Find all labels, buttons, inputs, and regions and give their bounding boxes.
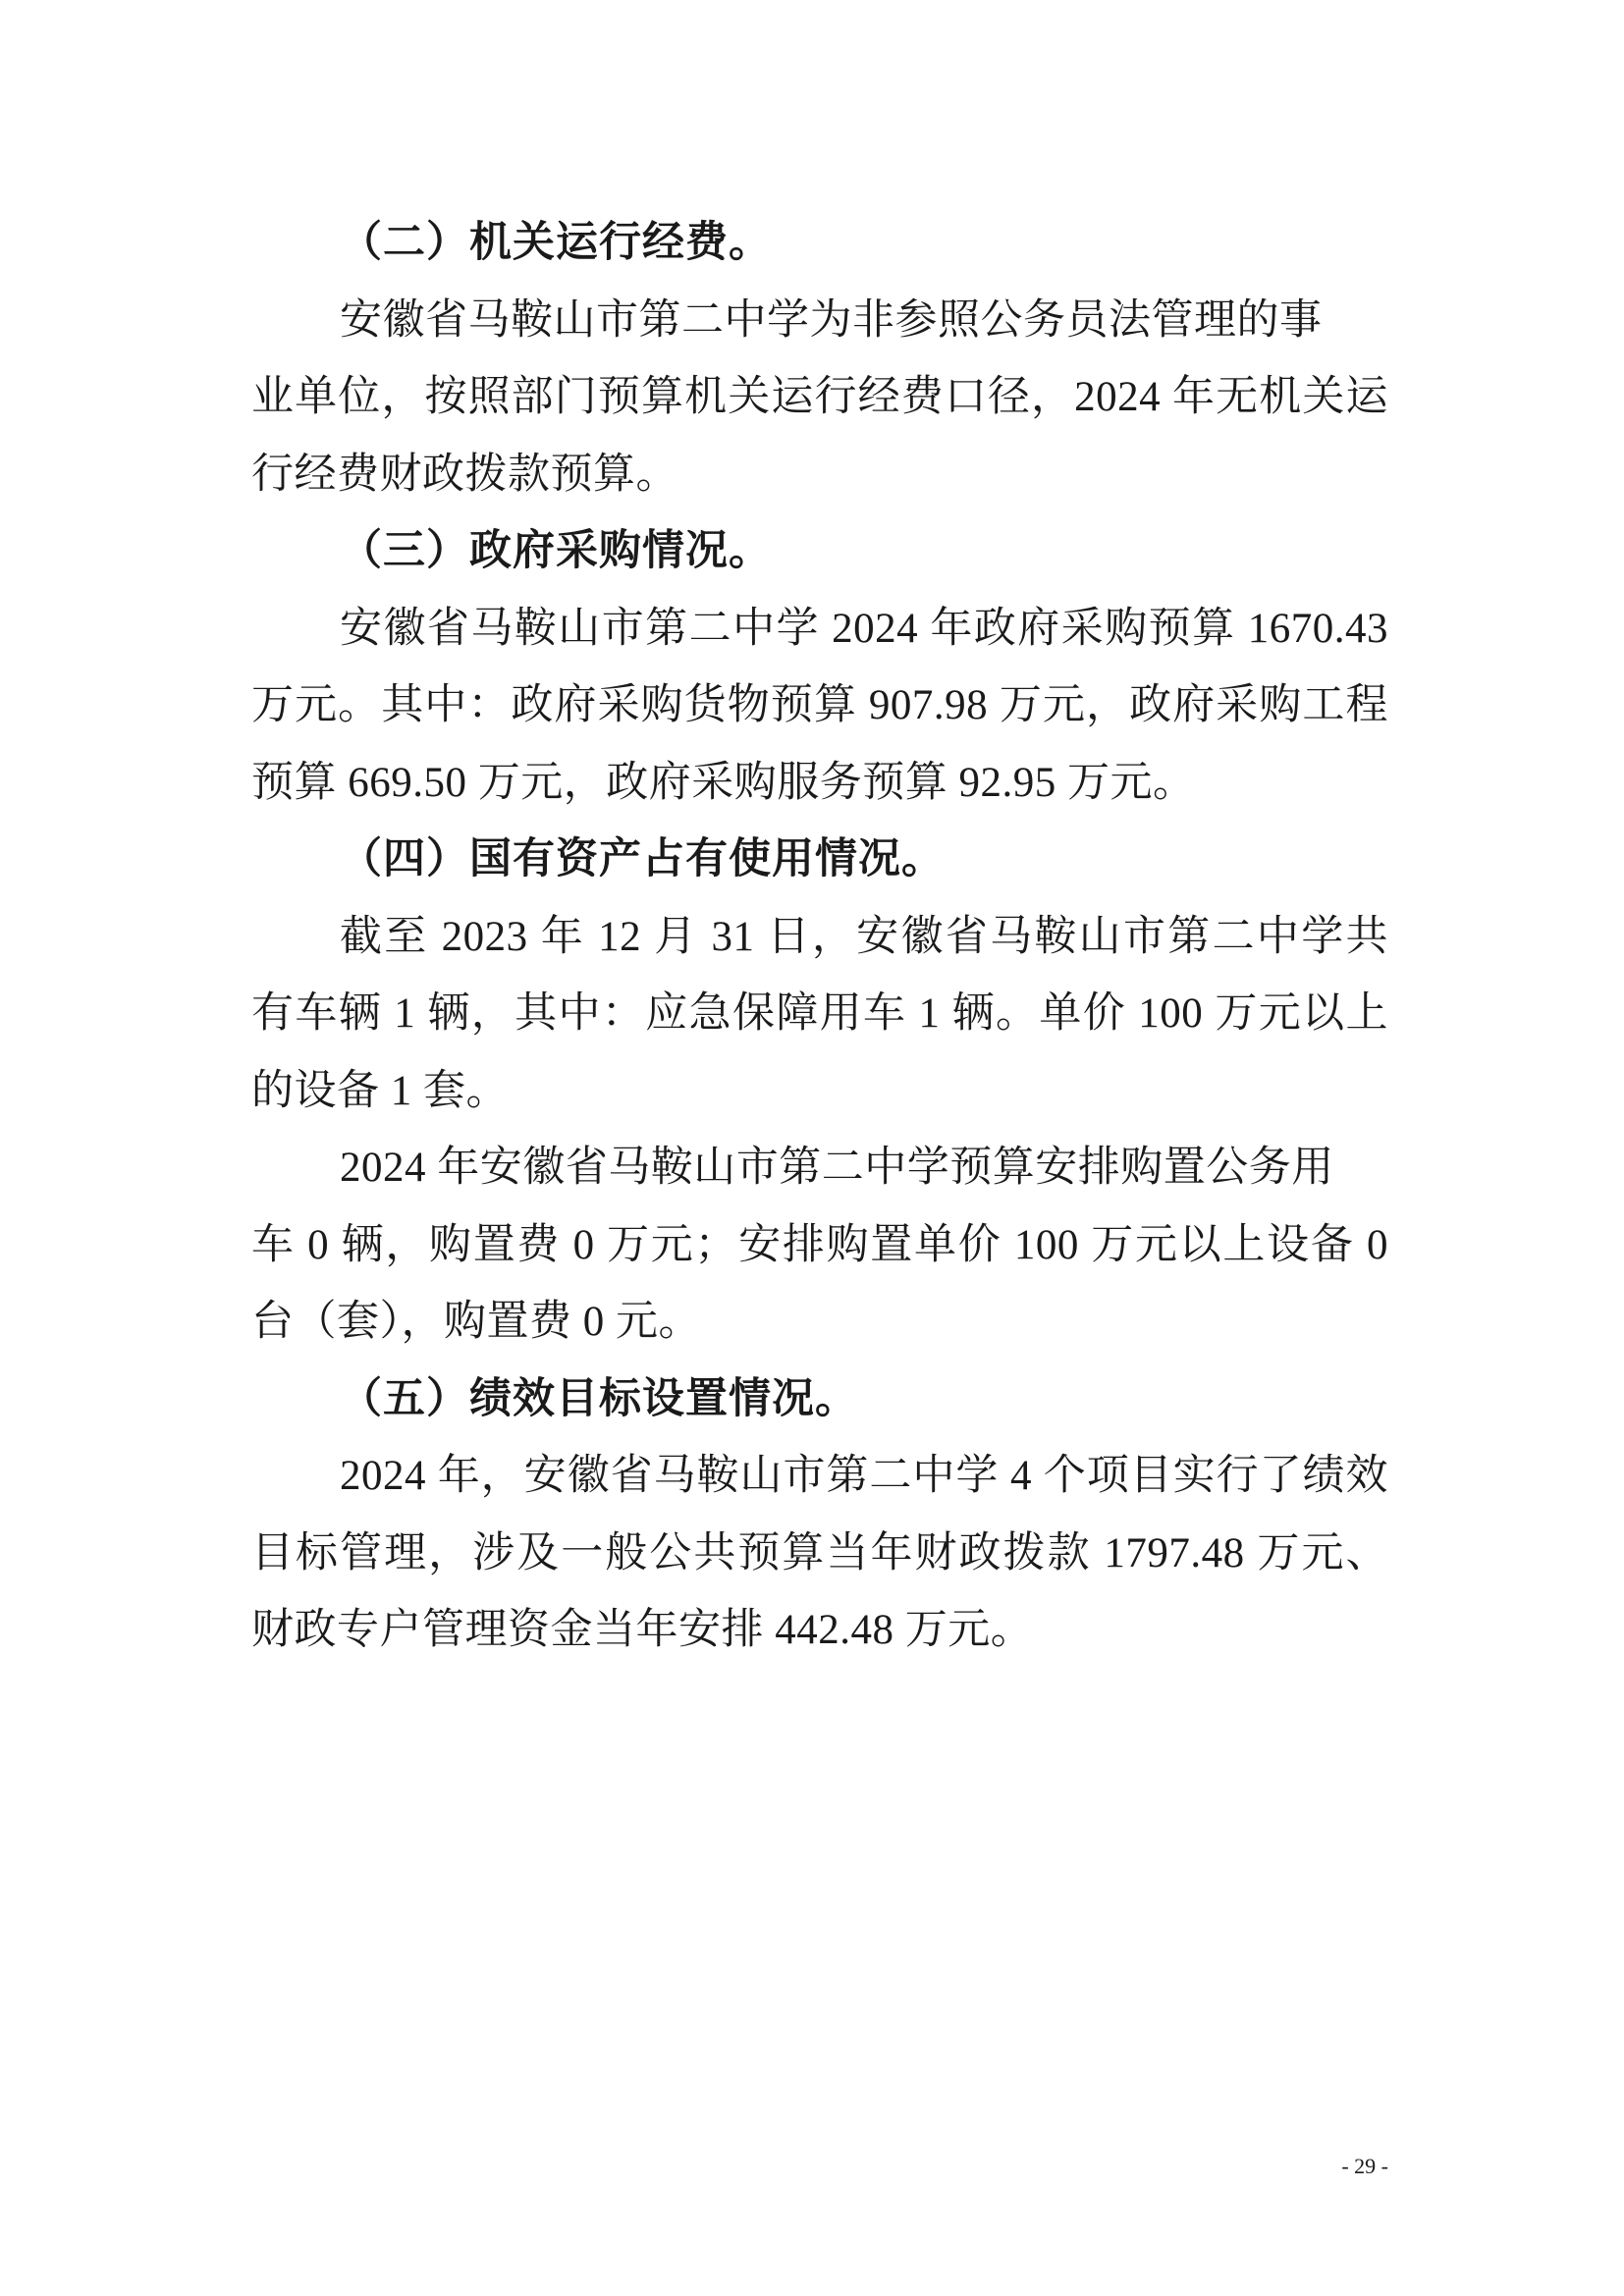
paragraph-line: 2024 年，安徽省马鞍山市第二中学 4 个项目实行了绩效 [340,1453,1388,1499]
paragraph-line: 车 0 辆，购置费 0 万元；安排购置单价 100 万元以上设备 0 [251,1221,1388,1268]
section-heading: （五）绩效目标设置情况。 [340,1375,858,1422]
page-number: - 29 - [1341,2154,1388,2178]
paragraph-line: 的设备 1 套。 [251,1067,509,1114]
paragraph-line: 台（套），购置费 0 元。 [251,1299,701,1345]
paragraph-line: 目标管理，涉及一般公共预算当年财政拨款 1797.48 万元、 [251,1529,1388,1576]
paragraph-line: 财政专户管理资金当年安排 442.48 万元。 [251,1607,1034,1653]
paragraph-line: 截至 2023 年 12 月 31 日，安徽省马鞍山市第二中学共 [340,913,1388,960]
paragraph-line: 业单位，按照部门预算机关运行经费口径，2024 年无机关运 [251,374,1388,420]
section-heading: （三）政府采购情况。 [340,528,772,574]
paragraph-line: 安徽省马鞍山市第二中学为非参照公务员法管理的事 [340,296,1323,344]
paragraph-line: 安徽省马鞍山市第二中学 2024 年政府采购预算 1670.43 [340,605,1388,652]
paragraph-line: 有车辆 1 辆，其中：应急保障用车 1 辆。单价 100 万元以上 [251,990,1388,1037]
paragraph-line: 预算 669.50 万元，政府采购服务预算 92.95 万元。 [251,759,1196,806]
paragraph-line: 2024 年安徽省马鞍山市第二中学预算安排购置公务用 [340,1145,1334,1191]
paragraph-line: 行经费财政拨款预算。 [251,451,678,498]
section-heading: （二）机关运行经费。 [340,220,772,266]
paragraph-line: 万元。其中：政府采购货物预算 907.98 万元，政府采购工程 [251,682,1388,728]
section-heading: （四）国有资产占有使用情况。 [340,836,945,882]
